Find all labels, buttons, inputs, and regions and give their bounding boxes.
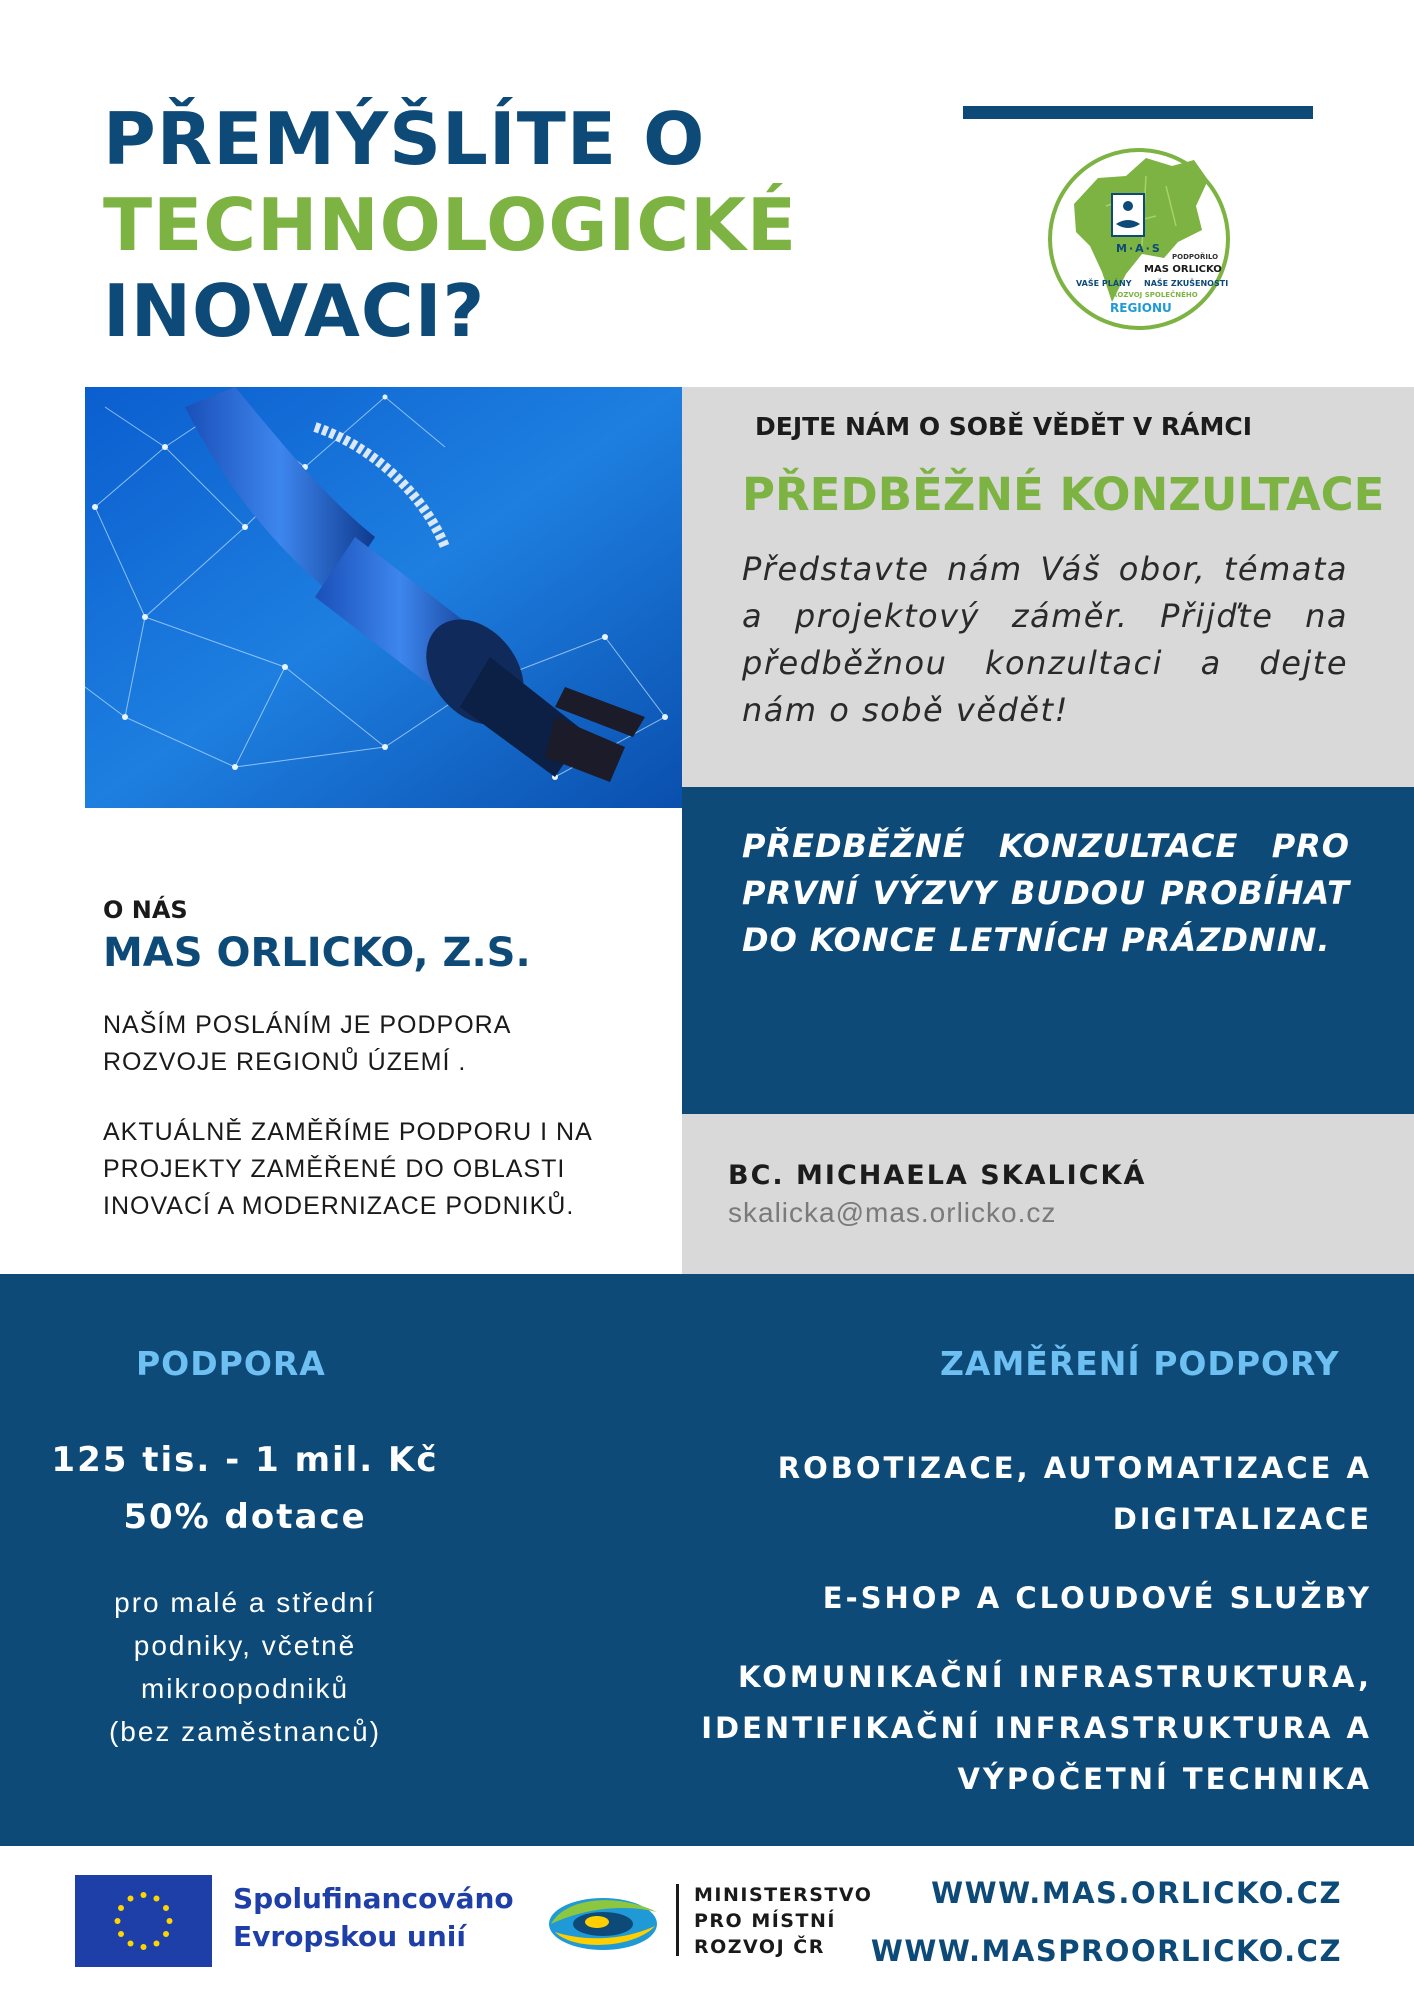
title-line-3: INOVACI? xyxy=(103,269,486,353)
logo-badge: M·A·S xyxy=(1116,242,1162,255)
ministry-name xyxy=(694,1882,872,1960)
eu-stars xyxy=(75,1875,212,1967)
website-link-1[interactable]: WWW.MAS.ORLICKO.CZ xyxy=(931,1876,1342,1910)
deadline-text: PŘEDBĚŽNÉ KONZULTACE PRO PRVNÍ VÝZVY BUDOU PROBÍHAT DO KONCE LETNÍCH PRÁZDNIN. xyxy=(742,827,1350,959)
about-focus: AKTUÁLNĚ ZAMĚŘÍME PODPORU I NA PROJEKTY ZAMĚŘENÉ DO OBLASTI INOVACÍ A MODERNIZACE PODNIKŮ. xyxy=(103,1118,592,1220)
contact-panel xyxy=(682,1114,1414,1274)
about-mission: NAŠÍM POSLÁNÍM JE PODPORA ROZVOJE REGIONŮ ÚZEMÍ . xyxy=(103,1011,511,1076)
consultation-invite: DEJTE NÁM O SOBĚ VĚDĚT V RÁMCI xyxy=(755,412,1253,441)
eu-flag-icon xyxy=(75,1875,212,1967)
focus-item-eshop: E-SHOP A CLOUDOVÉ SLUŽBY xyxy=(822,1581,1372,1615)
mas-orlicko-logo xyxy=(1046,146,1232,332)
support-rate: 50% dotace xyxy=(123,1497,367,1537)
logo-text-3: VAŠE PLÁNY xyxy=(1076,279,1132,288)
eligibility-line: pro malé a střední xyxy=(114,1587,376,1618)
ministry-line: MINISTERSTVO xyxy=(694,1884,873,1906)
page-title xyxy=(103,96,797,354)
top-divider xyxy=(963,106,1313,119)
logo-text-5: ROZVOJ SPOLEČNÉHO xyxy=(1112,291,1198,299)
ministry-line: ROZVOJ ČR xyxy=(694,1936,825,1958)
support-eligibility xyxy=(40,1581,450,1753)
consultation-body: Představte nám Váš obor, témata a projektový záměr. Přijďte na předběžnou konzultaci a dejte nám o sobě vědět! xyxy=(742,550,1348,729)
focus-item-robotics xyxy=(778,1443,1372,1545)
consultation-title: PŘEDBĚŽNÉ KONZULTACE xyxy=(742,468,1385,521)
support-heading: PODPORA xyxy=(136,1344,326,1383)
eligibility-line: podniky, včetně xyxy=(133,1630,357,1661)
support-amount: 125 tis. - 1 mil. Kč xyxy=(51,1440,439,1480)
eligibility-line: (bez zaměstnanců) xyxy=(108,1716,382,1747)
title-line-2: TECHNOLOGICKÉ xyxy=(103,183,798,267)
eu-cofinanced-text xyxy=(233,1880,514,1956)
eligibility-line: mikroopodniků xyxy=(140,1673,350,1704)
eu-text-line: Spolufinancováno xyxy=(233,1882,514,1915)
focus-item-line: ROBOTIZACE, AUTOMATIZACE A xyxy=(777,1451,1372,1485)
contact-email-link[interactable]: skalicka@mas.orlicko.cz xyxy=(728,1197,1057,1228)
contact-name: BC. MICHAELA SKALICKÁ xyxy=(728,1160,1147,1191)
ministry-divider xyxy=(676,1884,679,1956)
focus-item-line: KOMUNIKAČNÍ INFRASTRUKTURA, xyxy=(738,1660,1372,1694)
focus-heading: ZAMĚŘENÍ PODPORY xyxy=(940,1344,1340,1383)
focus-item-infrastructure xyxy=(701,1652,1372,1805)
focus-item-line: DIGITALIZACE xyxy=(1112,1502,1372,1536)
logo-text-1: PODPOŘILO xyxy=(1172,253,1219,261)
website-link-2[interactable]: WWW.MASPROORLICKO.CZ xyxy=(870,1934,1342,1968)
robot-arm-image xyxy=(85,387,682,808)
robot-arm-graphic xyxy=(85,387,682,808)
about-org-name: MAS ORLICKO, Z.S. xyxy=(103,930,531,976)
about-label: O NÁS xyxy=(103,896,188,924)
focus-item-line: VÝPOČETNÍ TECHNIKA xyxy=(957,1762,1372,1796)
logo-text-4: NAŠE ZKUŠENOSTI xyxy=(1144,279,1229,288)
logo-text-6: REGIONU xyxy=(1110,301,1172,315)
focus-item-line: IDENTIFIKAČNÍ INFRASTRUKTURA A xyxy=(701,1711,1372,1745)
title-line-1: PŘEMÝŠLÍTE O xyxy=(103,97,706,181)
eu-text-line: Evropskou unií xyxy=(233,1920,466,1953)
ministry-line: PRO MÍSTNÍ xyxy=(694,1910,836,1932)
ministry-logo-graphic xyxy=(545,1886,665,1954)
logo-text-2: MAS ORLICKO xyxy=(1144,264,1222,275)
ministry-logo-icon xyxy=(545,1886,665,1954)
